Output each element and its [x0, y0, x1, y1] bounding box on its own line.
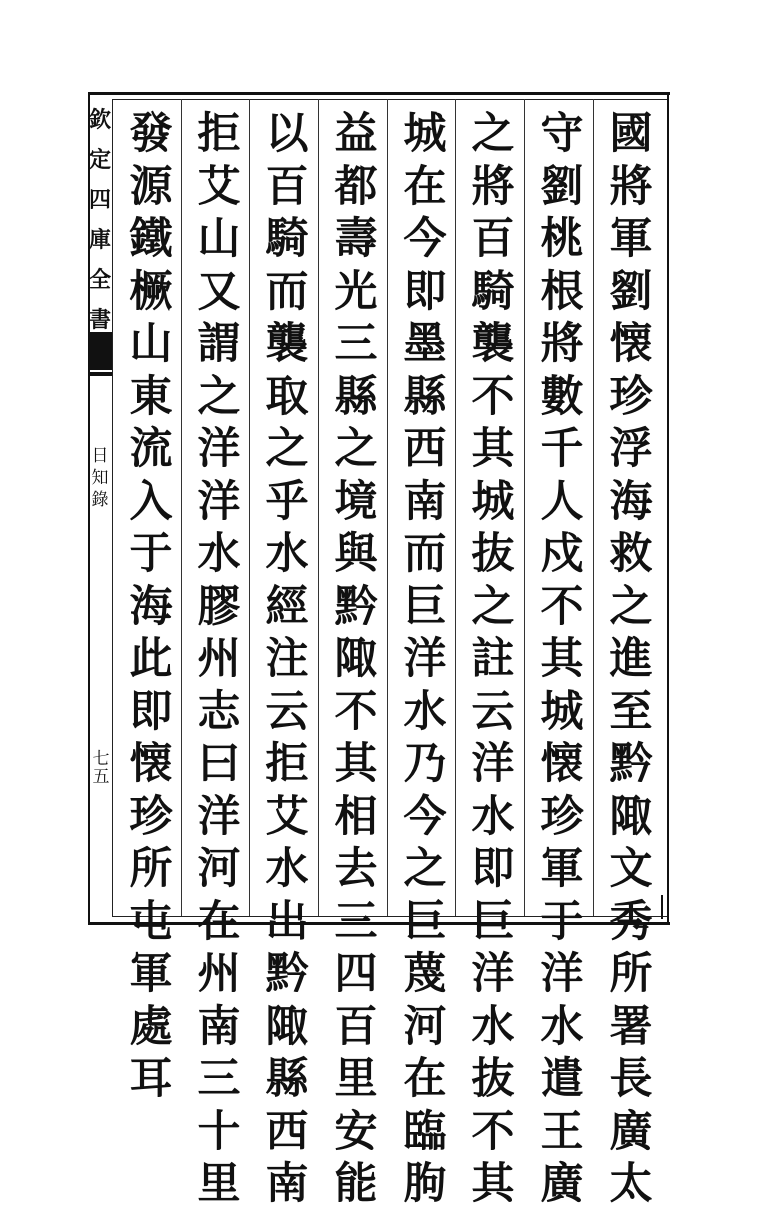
character: 注	[265, 634, 309, 684]
character: 州	[197, 949, 241, 999]
character: 發	[129, 109, 173, 159]
character: 守	[540, 109, 584, 159]
character: 所	[609, 949, 653, 999]
character: 國	[609, 109, 653, 159]
character: 南	[265, 1159, 309, 1209]
character: 其	[471, 424, 515, 474]
character: 將	[540, 319, 584, 369]
character: 三	[334, 319, 378, 369]
character: 云	[471, 686, 515, 737]
character: 拒	[197, 109, 241, 159]
character: 廣	[540, 1159, 584, 1209]
character: 鐵	[129, 214, 173, 264]
character: 五	[92, 767, 110, 787]
column-divider	[318, 99, 319, 916]
character: 又	[197, 266, 241, 317]
character: 志	[197, 686, 241, 737]
character: 在	[403, 161, 447, 212]
character: 入	[129, 476, 173, 527]
character: 而	[265, 266, 309, 317]
character: 全	[88, 267, 111, 293]
character: 襲	[471, 319, 515, 369]
character: 珍	[609, 371, 653, 422]
character: 署	[609, 1001, 653, 1052]
character: 之	[471, 109, 515, 159]
character: 騎	[265, 214, 309, 264]
character: 以	[265, 109, 309, 159]
character: 懐	[609, 319, 653, 369]
character: 之	[471, 581, 515, 632]
column-divider	[181, 99, 182, 916]
character: 四	[334, 949, 378, 999]
character: 臨	[403, 1106, 447, 1157]
character: 百	[334, 1001, 378, 1052]
character: 洋	[471, 739, 515, 789]
character: 洋	[197, 791, 241, 842]
character: 艾	[265, 791, 309, 842]
book-title	[90, 445, 110, 511]
character: 水	[403, 686, 447, 737]
character: 源	[129, 161, 173, 212]
character: 進	[609, 634, 653, 684]
character: 長	[609, 1054, 653, 1104]
character: 錄	[91, 490, 109, 510]
character: 云	[265, 686, 309, 737]
character: 蔑	[403, 949, 447, 999]
column-divider	[387, 99, 388, 916]
text-column	[400, 108, 450, 1209]
character: 曰	[197, 739, 241, 789]
character: 縣	[403, 371, 447, 422]
character: 相	[334, 791, 378, 842]
character: 將	[609, 161, 653, 212]
character: 抜	[471, 1054, 515, 1104]
character: 百	[471, 214, 515, 264]
character: 定	[88, 147, 111, 173]
character: 里	[197, 1159, 241, 1209]
character: 四	[88, 187, 111, 213]
character: 之	[334, 424, 378, 474]
character: 河	[197, 844, 241, 894]
character: 河	[403, 1001, 447, 1052]
character: 懐	[129, 739, 173, 789]
character: 洋	[197, 424, 241, 474]
character: 騎	[471, 266, 515, 317]
character: 浮	[609, 424, 653, 474]
character: 其	[471, 1159, 515, 1209]
character: 城	[403, 109, 447, 159]
character: 水	[265, 529, 309, 579]
character: 廣	[609, 1106, 653, 1157]
character: 巨	[471, 896, 515, 947]
character: 懐	[540, 739, 584, 789]
character: 桃	[540, 214, 584, 264]
character: 城	[471, 476, 515, 527]
column-divider	[455, 99, 456, 916]
character: 軍	[540, 844, 584, 894]
character: 此	[129, 634, 173, 684]
character: 其	[334, 739, 378, 789]
character: 流	[129, 424, 173, 474]
character: 即	[471, 844, 515, 894]
character: 軍	[609, 214, 653, 264]
character: 取	[265, 371, 309, 422]
character: 至	[609, 686, 653, 737]
character: 西	[403, 424, 447, 474]
character: 經	[265, 581, 309, 632]
character: 註	[471, 634, 515, 684]
character: 即	[129, 686, 173, 737]
character: 在	[197, 896, 241, 947]
top-border-rule	[88, 92, 670, 95]
character: 不	[471, 371, 515, 422]
character: 于	[129, 529, 173, 579]
character: 千	[540, 424, 584, 474]
character: 即	[403, 266, 447, 317]
character: 黔	[334, 581, 378, 632]
character: 珍	[540, 791, 584, 842]
right-border-tick	[661, 895, 663, 919]
character: 處	[129, 1001, 173, 1052]
page-number	[90, 750, 112, 786]
character: 之	[265, 424, 309, 474]
character: 海	[129, 581, 173, 632]
character: 壽	[334, 214, 378, 264]
character: 不	[334, 686, 378, 737]
character: 膠	[197, 581, 241, 632]
character: 城	[540, 686, 584, 737]
text-column	[468, 108, 518, 1209]
character: 今	[403, 214, 447, 264]
series-title	[88, 100, 112, 330]
character: 三	[197, 1054, 241, 1104]
character: 謂	[197, 319, 241, 369]
character: 拒	[265, 739, 309, 789]
column-divider	[249, 99, 250, 916]
character: 將	[471, 161, 515, 212]
character: 里	[334, 1054, 378, 1104]
character: 耳	[129, 1054, 173, 1104]
character: 巨	[403, 581, 447, 632]
character: 劉	[540, 161, 584, 212]
character: 黔	[609, 739, 653, 789]
character: 洋	[540, 949, 584, 999]
character: 之	[403, 844, 447, 894]
text-column	[537, 108, 587, 1209]
character: 抜	[471, 529, 515, 579]
character: 庫	[88, 227, 111, 253]
character: 水	[471, 791, 515, 842]
gutter-divider	[112, 99, 113, 916]
character: 劉	[609, 266, 653, 317]
character: 縣	[265, 1054, 309, 1104]
text-column	[126, 108, 176, 1104]
character: 巨	[403, 896, 447, 947]
fish-tail-mark	[90, 332, 112, 370]
character: 朐	[403, 1159, 447, 1209]
character: 所	[129, 844, 173, 894]
character: 都	[334, 161, 378, 212]
character: 太	[609, 1159, 653, 1209]
character: 墨	[403, 319, 447, 369]
top-inner-rule	[112, 99, 668, 100]
character: 人	[540, 476, 584, 527]
character: 三	[334, 896, 378, 947]
character: 而	[403, 529, 447, 579]
character: 七	[92, 749, 110, 769]
character: 出	[265, 896, 309, 947]
character: 西	[265, 1106, 309, 1157]
character: 安	[334, 1106, 378, 1157]
character: 能	[334, 1159, 378, 1209]
character: 文	[609, 844, 653, 894]
character: 不	[471, 1106, 515, 1157]
character: 陬	[609, 791, 653, 842]
character: 黔	[265, 949, 309, 999]
character: 橛	[129, 266, 173, 317]
character: 十	[197, 1106, 241, 1157]
character: 水	[265, 844, 309, 894]
character: 之	[609, 581, 653, 632]
character: 南	[403, 476, 447, 527]
character: 益	[334, 109, 378, 159]
character: 日	[91, 446, 109, 466]
character: 艾	[197, 161, 241, 212]
character: 海	[609, 476, 653, 527]
character: 戍	[540, 529, 584, 579]
character: 于	[540, 896, 584, 947]
character: 水	[540, 1001, 584, 1052]
character: 境	[334, 476, 378, 527]
character: 山	[197, 214, 241, 264]
character: 屯	[129, 896, 173, 947]
character: 不	[540, 581, 584, 632]
character: 遣	[540, 1054, 584, 1104]
character: 數	[540, 371, 584, 422]
character: 水	[471, 1001, 515, 1052]
character: 其	[540, 634, 584, 684]
character: 洋	[403, 634, 447, 684]
character: 王	[540, 1106, 584, 1157]
character: 百	[265, 161, 309, 212]
text-column	[194, 108, 244, 1209]
character: 去	[334, 844, 378, 894]
fish-tail-bar	[90, 372, 112, 376]
column-divider	[593, 99, 594, 916]
column-divider	[524, 99, 525, 916]
text-column	[606, 108, 656, 1209]
text-column	[331, 108, 381, 1209]
character: 襲	[265, 319, 309, 369]
character: 乎	[265, 476, 309, 527]
character: 光	[334, 266, 378, 317]
character: 東	[129, 371, 173, 422]
character: 珍	[129, 791, 173, 842]
character: 縣	[334, 371, 378, 422]
character: 根	[540, 266, 584, 317]
character: 水	[197, 529, 241, 579]
character: 在	[403, 1054, 447, 1104]
character: 欽	[88, 107, 111, 133]
character: 陬	[265, 1001, 309, 1052]
character: 州	[197, 634, 241, 684]
character: 洋	[471, 949, 515, 999]
character: 書	[88, 307, 111, 330]
character: 與	[334, 529, 378, 579]
character: 乃	[403, 739, 447, 789]
character: 知	[91, 468, 109, 488]
character: 陬	[334, 634, 378, 684]
character: 之	[197, 371, 241, 422]
character: 今	[403, 791, 447, 842]
character: 南	[197, 1001, 241, 1052]
character: 救	[609, 529, 653, 579]
text-column	[262, 108, 312, 1209]
character: 秀	[609, 896, 653, 947]
character: 洋	[197, 476, 241, 527]
character: 軍	[129, 949, 173, 999]
right-border-rule	[667, 92, 669, 925]
character: 山	[129, 319, 173, 369]
